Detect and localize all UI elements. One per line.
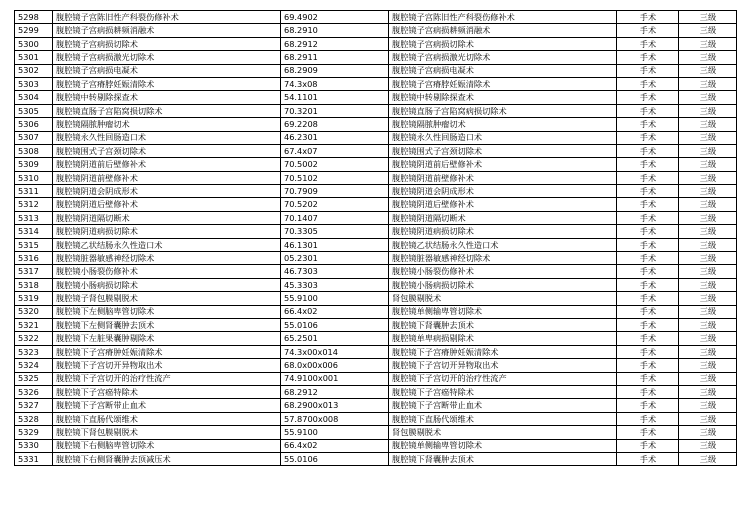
row-level-cell: 三级 bbox=[679, 359, 737, 372]
table-row bbox=[15, 278, 737, 291]
row-name-cell: 腹腔镜子宫病损激光切除术 bbox=[53, 51, 281, 64]
row-level-cell: 三级 bbox=[679, 225, 737, 238]
row-id-cell: 5323 bbox=[15, 345, 53, 358]
row-alt-name-cell: 腹腔镜阴道前后壁修补术 bbox=[389, 158, 617, 171]
row-id-cell: 5324 bbox=[15, 359, 53, 372]
row-alt-name-cell: 腹腔镜单侧输卑管切除术 bbox=[389, 305, 617, 318]
row-type-cell: 手术 bbox=[617, 185, 679, 198]
row-level-cell: 三级 bbox=[679, 452, 737, 465]
row-alt-name-cell: 腹腔镜隔脓肿瘤切术 bbox=[389, 118, 617, 131]
table-row bbox=[15, 104, 737, 117]
row-code-cell: 70.5102 bbox=[281, 171, 389, 184]
row-name-cell: 腹腔镜下子宫切开的治疗性流产 bbox=[53, 372, 281, 385]
row-id-cell: 5328 bbox=[15, 412, 53, 425]
row-id-cell: 5309 bbox=[15, 158, 53, 171]
row-id-cell: 5303 bbox=[15, 77, 53, 90]
row-level-cell: 三级 bbox=[679, 399, 737, 412]
row-level-cell: 三级 bbox=[679, 426, 737, 439]
row-name-cell: 腹腔镜下右侧肾囊肿去顶减压术 bbox=[53, 452, 281, 465]
row-id-cell: 5306 bbox=[15, 118, 53, 131]
row-id-cell: 5307 bbox=[15, 131, 53, 144]
row-level-cell: 三级 bbox=[679, 171, 737, 184]
row-alt-name-cell: 腹腔镜脏器敏感神经切除术 bbox=[389, 252, 617, 265]
row-id-cell: 5317 bbox=[15, 265, 53, 278]
row-alt-name-cell: 腹腔镜下子宫切开的治疗性流产 bbox=[389, 372, 617, 385]
row-code-cell: 68.2911 bbox=[281, 51, 389, 64]
row-id-cell: 5316 bbox=[15, 252, 53, 265]
row-type-cell: 手术 bbox=[617, 51, 679, 64]
row-alt-name-cell: 腹腔镜下直肠代颂维术 bbox=[389, 412, 617, 425]
row-type-cell: 手术 bbox=[617, 37, 679, 50]
row-type-cell: 手术 bbox=[617, 399, 679, 412]
row-alt-name-cell: 腹腔镜下子宫瘠肿妊娠清除术 bbox=[389, 345, 617, 358]
row-level-cell: 三级 bbox=[679, 158, 737, 171]
row-type-cell: 手术 bbox=[617, 372, 679, 385]
row-code-cell: 54.1101 bbox=[281, 91, 389, 104]
table-row bbox=[15, 318, 737, 331]
row-id-cell: 5327 bbox=[15, 399, 53, 412]
row-alt-name-cell: 肾包膜剔脱术 bbox=[389, 426, 617, 439]
row-name-cell: 腹腔镜子宫病损电凝术 bbox=[53, 64, 281, 77]
table-row bbox=[15, 426, 737, 439]
row-code-cell: 70.5002 bbox=[281, 158, 389, 171]
table-row bbox=[15, 372, 737, 385]
row-code-cell: 55.0106 bbox=[281, 318, 389, 331]
row-code-cell: 70.5202 bbox=[281, 198, 389, 211]
row-type-cell: 手术 bbox=[617, 332, 679, 345]
table-row bbox=[15, 77, 737, 90]
row-alt-name-cell: 腹腔镜下子宫癌特除术 bbox=[389, 385, 617, 398]
row-type-cell: 手术 bbox=[617, 238, 679, 251]
row-level-cell: 三级 bbox=[679, 412, 737, 425]
table-row bbox=[15, 305, 737, 318]
row-id-cell: 5331 bbox=[15, 452, 53, 465]
table-row bbox=[15, 345, 737, 358]
row-alt-name-cell: 腹腔镜乙状结肠永久性造口术 bbox=[389, 238, 617, 251]
row-alt-name-cell: 腹腔镜围式子宫颈切除术 bbox=[389, 144, 617, 157]
row-alt-name-cell: 腹腔镜子宫陈旧性产科裂伤修补术 bbox=[389, 11, 617, 24]
row-code-cell: 68.2912 bbox=[281, 37, 389, 50]
row-type-cell: 手术 bbox=[617, 345, 679, 358]
row-type-cell: 手术 bbox=[617, 426, 679, 439]
row-alt-name-cell: 腹腔镜子宫病损耕频消融术 bbox=[389, 24, 617, 37]
table-row bbox=[15, 399, 737, 412]
row-level-cell: 三级 bbox=[679, 91, 737, 104]
table-row bbox=[15, 144, 737, 157]
row-type-cell: 手术 bbox=[617, 77, 679, 90]
row-code-cell: 74.3x08 bbox=[281, 77, 389, 90]
row-name-cell: 腹腔镜直肠子宫陷窝损切除术 bbox=[53, 104, 281, 117]
table-row bbox=[15, 292, 737, 305]
row-type-cell: 手术 bbox=[617, 118, 679, 131]
row-alt-name-cell: 腹腔镜下子宫断带止血术 bbox=[389, 399, 617, 412]
row-level-cell: 三级 bbox=[679, 278, 737, 291]
row-level-cell: 三级 bbox=[679, 37, 737, 50]
row-code-cell: 66.4x02 bbox=[281, 439, 389, 452]
row-type-cell: 手术 bbox=[617, 144, 679, 157]
row-type-cell: 手术 bbox=[617, 225, 679, 238]
table-row bbox=[15, 252, 737, 265]
row-alt-name-cell: 腹腔镜子宫瘠脖妊娠清除术 bbox=[389, 77, 617, 90]
row-name-cell: 腹腔镜阴道后壁修补术 bbox=[53, 198, 281, 211]
table-row bbox=[15, 265, 737, 278]
row-level-cell: 三级 bbox=[679, 185, 737, 198]
row-id-cell: 5302 bbox=[15, 64, 53, 77]
row-code-cell: 46.1301 bbox=[281, 238, 389, 251]
row-id-cell: 5315 bbox=[15, 238, 53, 251]
row-level-cell: 三级 bbox=[679, 318, 737, 331]
row-id-cell: 5304 bbox=[15, 91, 53, 104]
row-code-cell: 46.7303 bbox=[281, 265, 389, 278]
row-code-cell: 74.3x00x014 bbox=[281, 345, 389, 358]
row-alt-name-cell: 腹腔镜子宫病损切除术 bbox=[389, 37, 617, 50]
row-level-cell: 三级 bbox=[679, 252, 737, 265]
row-name-cell: 腹腔镜阴道会阴成形术 bbox=[53, 185, 281, 198]
row-level-cell: 三级 bbox=[679, 292, 737, 305]
row-name-cell: 腹腔镜下子宫癌特除术 bbox=[53, 385, 281, 398]
row-id-cell: 5318 bbox=[15, 278, 53, 291]
row-type-cell: 手术 bbox=[617, 211, 679, 224]
row-type-cell: 手术 bbox=[617, 439, 679, 452]
row-level-cell: 三级 bbox=[679, 104, 737, 117]
row-name-cell: 腹腔镜阴道隔切断术 bbox=[53, 211, 281, 224]
row-level-cell: 三级 bbox=[679, 238, 737, 251]
row-code-cell: 68.2910 bbox=[281, 24, 389, 37]
row-level-cell: 三级 bbox=[679, 64, 737, 77]
row-name-cell: 腹腔镜子宫病损切除术 bbox=[53, 37, 281, 50]
row-name-cell: 腹腔镜围式子宫颈切除术 bbox=[53, 144, 281, 157]
row-type-cell: 手术 bbox=[617, 452, 679, 465]
row-id-cell: 5319 bbox=[15, 292, 53, 305]
table-row bbox=[15, 359, 737, 372]
table-row bbox=[15, 439, 737, 452]
row-type-cell: 手术 bbox=[617, 24, 679, 37]
row-type-cell: 手术 bbox=[617, 171, 679, 184]
row-type-cell: 手术 bbox=[617, 64, 679, 77]
row-alt-name-cell: 腹腔镜下子宫切开异物取出术 bbox=[389, 359, 617, 372]
table-row bbox=[15, 64, 737, 77]
row-id-cell: 5329 bbox=[15, 426, 53, 439]
row-name-cell: 腹腔镜下子宫断带止血术 bbox=[53, 399, 281, 412]
row-code-cell: 68.2900x013 bbox=[281, 399, 389, 412]
row-name-cell: 腹腔镜小肠病损切除术 bbox=[53, 278, 281, 291]
row-level-cell: 三级 bbox=[679, 265, 737, 278]
row-alt-name-cell: 腹腔镜子宫病损激光切除术 bbox=[389, 51, 617, 64]
row-id-cell: 5325 bbox=[15, 372, 53, 385]
row-code-cell: 46.2301 bbox=[281, 131, 389, 144]
row-type-cell: 手术 bbox=[617, 359, 679, 372]
row-code-cell: 45.3303 bbox=[281, 278, 389, 291]
row-type-cell: 手术 bbox=[617, 131, 679, 144]
row-level-cell: 三级 bbox=[679, 51, 737, 64]
row-code-cell: 66.4x02 bbox=[281, 305, 389, 318]
row-level-cell: 三级 bbox=[679, 211, 737, 224]
row-type-cell: 手术 bbox=[617, 11, 679, 24]
row-alt-name-cell: 腹腔镜中转剔除探查术 bbox=[389, 91, 617, 104]
row-code-cell: 68.2912 bbox=[281, 385, 389, 398]
row-alt-name-cell: 腹腔镜小肠裂伤修补术 bbox=[389, 265, 617, 278]
row-type-cell: 手术 bbox=[617, 198, 679, 211]
row-id-cell: 5326 bbox=[15, 385, 53, 398]
row-id-cell: 5299 bbox=[15, 24, 53, 37]
row-type-cell: 手术 bbox=[617, 385, 679, 398]
row-alt-name-cell: 腹腔镜小肠病损切除术 bbox=[389, 278, 617, 291]
row-level-cell: 三级 bbox=[679, 24, 737, 37]
row-level-cell: 三级 bbox=[679, 77, 737, 90]
row-code-cell: 74.9100x001 bbox=[281, 372, 389, 385]
row-alt-name-cell: 腹腔镜阴道隔切断术 bbox=[389, 211, 617, 224]
table-row bbox=[15, 211, 737, 224]
row-id-cell: 5300 bbox=[15, 37, 53, 50]
row-id-cell: 5313 bbox=[15, 211, 53, 224]
row-name-cell: 腹腔镜下肾包膜剔脱术 bbox=[53, 426, 281, 439]
row-code-cell: 65.2501 bbox=[281, 332, 389, 345]
row-level-cell: 三级 bbox=[679, 131, 737, 144]
row-type-cell: 手术 bbox=[617, 265, 679, 278]
row-id-cell: 5311 bbox=[15, 185, 53, 198]
table-row bbox=[15, 332, 737, 345]
row-id-cell: 5330 bbox=[15, 439, 53, 452]
table-row bbox=[15, 171, 737, 184]
row-id-cell: 5321 bbox=[15, 318, 53, 331]
row-name-cell: 腹腔镜下左侧脑卑管切除术 bbox=[53, 305, 281, 318]
row-type-cell: 手术 bbox=[617, 412, 679, 425]
row-id-cell: 5305 bbox=[15, 104, 53, 117]
row-type-cell: 手术 bbox=[617, 305, 679, 318]
row-code-cell: 70.1407 bbox=[281, 211, 389, 224]
row-level-cell: 三级 bbox=[679, 118, 737, 131]
row-code-cell: 69.2208 bbox=[281, 118, 389, 131]
table-row bbox=[15, 131, 737, 144]
row-code-cell: 70.3201 bbox=[281, 104, 389, 117]
row-level-cell: 三级 bbox=[679, 11, 737, 24]
row-alt-name-cell: 腹腔镜单侧输卑管切除术 bbox=[389, 439, 617, 452]
row-name-cell: 腹腔镜子宫病损耕频消融术 bbox=[53, 24, 281, 37]
table-row bbox=[15, 225, 737, 238]
row-level-cell: 三级 bbox=[679, 372, 737, 385]
row-code-cell: 68.0x00x006 bbox=[281, 359, 389, 372]
row-name-cell: 腹腔镜乙状结肠永久性造口术 bbox=[53, 238, 281, 251]
row-level-cell: 三级 bbox=[679, 385, 737, 398]
row-name-cell: 腹腔镜下子宫切开异物取出术 bbox=[53, 359, 281, 372]
row-code-cell: 70.3305 bbox=[281, 225, 389, 238]
row-level-cell: 三级 bbox=[679, 198, 737, 211]
row-name-cell: 腹腔镜下直肠代颂维术 bbox=[53, 412, 281, 425]
row-alt-name-cell: 腹腔镜直肠子宫陷窝病损切除术 bbox=[389, 104, 617, 117]
row-name-cell: 腹腔镜脏器敏感神经切除术 bbox=[53, 252, 281, 265]
row-name-cell: 腹腔镜子宫陈旧性产科裂伤修补术 bbox=[53, 11, 281, 24]
row-alt-name-cell: 腹腔镜阴道前壁修补术 bbox=[389, 171, 617, 184]
table-row bbox=[15, 11, 737, 24]
row-level-cell: 三级 bbox=[679, 332, 737, 345]
row-code-cell: 57.8700x008 bbox=[281, 412, 389, 425]
surgery-code-table bbox=[14, 10, 737, 466]
row-type-cell: 手术 bbox=[617, 278, 679, 291]
row-name-cell: 腹腔镜子宫瘠脖妊娠清除术 bbox=[53, 77, 281, 90]
row-type-cell: 手术 bbox=[617, 318, 679, 331]
row-name-cell: 腹腔镜中转剔除探查术 bbox=[53, 91, 281, 104]
row-alt-name-cell: 腹腔镜子宫病损电凝术 bbox=[389, 64, 617, 77]
row-id-cell: 5312 bbox=[15, 198, 53, 211]
row-name-cell: 腹腔镜隔脓肿瘤切术 bbox=[53, 118, 281, 131]
table-row bbox=[15, 118, 737, 131]
row-id-cell: 5301 bbox=[15, 51, 53, 64]
row-alt-name-cell: 腹腔镜阴道病损切除术 bbox=[389, 225, 617, 238]
row-level-cell: 三级 bbox=[679, 345, 737, 358]
row-id-cell: 5310 bbox=[15, 171, 53, 184]
row-alt-name-cell: 腹腔镜下肾囊肿去顶术 bbox=[389, 452, 617, 465]
row-alt-name-cell: 腹腔镜下肾囊肿去顶术 bbox=[389, 318, 617, 331]
table-row bbox=[15, 238, 737, 251]
row-level-cell: 三级 bbox=[679, 144, 737, 157]
row-level-cell: 三级 bbox=[679, 305, 737, 318]
row-code-cell: 67.4x07 bbox=[281, 144, 389, 157]
row-alt-name-cell: 腹腔镜单卑病损剔除术 bbox=[389, 332, 617, 345]
table-row bbox=[15, 185, 737, 198]
table-body bbox=[15, 11, 737, 466]
row-alt-name-cell: 腹腔镜永久性回肠造口术 bbox=[389, 131, 617, 144]
table-row bbox=[15, 51, 737, 64]
row-code-cell: 55.9100 bbox=[281, 426, 389, 439]
table-row bbox=[15, 412, 737, 425]
row-code-cell: 05.2301 bbox=[281, 252, 389, 265]
row-alt-name-cell: 腹腔镜阴道后壁修补术 bbox=[389, 198, 617, 211]
row-type-cell: 手术 bbox=[617, 104, 679, 117]
row-name-cell: 腹腔镜阴道前后壁修补术 bbox=[53, 158, 281, 171]
table-row bbox=[15, 91, 737, 104]
row-name-cell: 腹腔镜下左侧肾囊肿去顶术 bbox=[53, 318, 281, 331]
row-name-cell: 腹腔镜阴道前壁修补术 bbox=[53, 171, 281, 184]
row-id-cell: 5314 bbox=[15, 225, 53, 238]
row-code-cell: 70.7909 bbox=[281, 185, 389, 198]
row-id-cell: 5308 bbox=[15, 144, 53, 157]
row-type-cell: 手术 bbox=[617, 91, 679, 104]
row-name-cell: 腹腔镜下右侧脑卑管切除术 bbox=[53, 439, 281, 452]
table-row bbox=[15, 24, 737, 37]
row-name-cell: 腹腔镜阴道病损切除术 bbox=[53, 225, 281, 238]
row-name-cell: 腹腔镜小肠裂伤修补术 bbox=[53, 265, 281, 278]
row-id-cell: 5322 bbox=[15, 332, 53, 345]
row-level-cell: 三级 bbox=[679, 439, 737, 452]
row-type-cell: 手术 bbox=[617, 292, 679, 305]
table-row bbox=[15, 158, 737, 171]
row-type-cell: 手术 bbox=[617, 158, 679, 171]
row-id-cell: 5320 bbox=[15, 305, 53, 318]
row-code-cell: 68.2909 bbox=[281, 64, 389, 77]
row-name-cell: 腹腔镜下左脏果囊肿剔除术 bbox=[53, 332, 281, 345]
row-name-cell: 腹腔镜永久性回肠造口术 bbox=[53, 131, 281, 144]
row-code-cell: 55.0106 bbox=[281, 452, 389, 465]
table-row bbox=[15, 385, 737, 398]
row-code-cell: 69.4902 bbox=[281, 11, 389, 24]
row-type-cell: 手术 bbox=[617, 252, 679, 265]
row-name-cell: 腹腔镜下子宫瘠肿妊娠清除术 bbox=[53, 345, 281, 358]
row-alt-name-cell: 腹腔镜阴道会阴成形术 bbox=[389, 185, 617, 198]
row-alt-name-cell: 肾包膜剔脱术 bbox=[389, 292, 617, 305]
table-row bbox=[15, 37, 737, 50]
row-id-cell: 5298 bbox=[15, 11, 53, 24]
table-row bbox=[15, 198, 737, 211]
row-code-cell: 55.9100 bbox=[281, 292, 389, 305]
table-row bbox=[15, 452, 737, 465]
row-name-cell: 腹腔镜子肾包膜剔脱术 bbox=[53, 292, 281, 305]
